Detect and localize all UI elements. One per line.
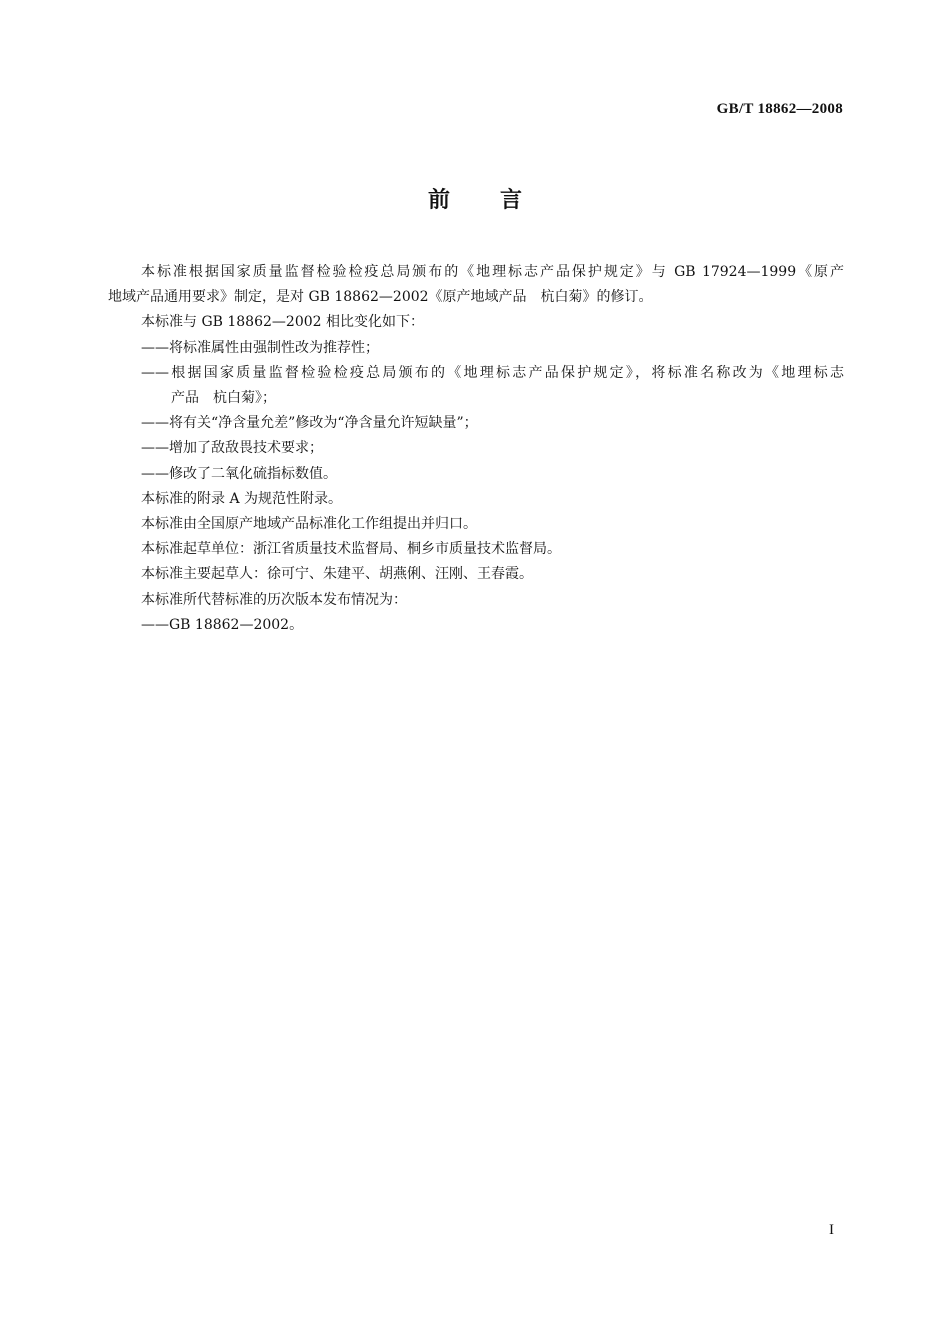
paragraph-annex: 本标准的附录 A 为规范性附录。 xyxy=(141,490,343,507)
standard-number: GB/T 18862—2008 xyxy=(716,101,843,117)
page-title xyxy=(0,183,950,214)
page-number: I xyxy=(829,1222,834,1238)
paragraph-proposer: 本标准由全国原产地域产品标准化工作组提出并归口。 xyxy=(141,516,477,533)
change-item-2-line-2: 产品 杭白菊》； xyxy=(171,390,276,407)
title-char-1: 前 xyxy=(427,188,450,213)
paragraph-basis-line-2: 地域产品通用要求》制定，是对 GB 18862—2002《原产地域产品 杭白菊》的修订。 xyxy=(108,289,653,306)
paragraph-drafters: 本标准主要起草人：徐可宁、朱建平、胡燕俐、汪刚、王春霞。 xyxy=(141,566,533,583)
change-item-2-line-1: ——根据国家质量监督检验检疫总局颁布的《地理标志产品保护规定》，将标准名称改为《地理标志 xyxy=(141,364,844,381)
change-item-3: ——将有关“净含量允差”修改为“净含量允许短缺量”； xyxy=(141,415,478,432)
paragraph-history-intro: 本标准所代替标准的历次版本发布情况为： xyxy=(141,591,407,608)
paragraph-basis-line-1: 本标准根据国家质量监督检验检疫总局颁布的《地理标志产品保护规定》与 GB 17924—1999《原产 xyxy=(141,264,844,280)
title-char-2: 言 xyxy=(500,188,523,213)
change-item-1: ——将标准属性由强制性改为推荐性； xyxy=(141,339,379,356)
change-item-4: ——增加了敌敌畏技术要求； xyxy=(141,440,323,457)
change-item-5: ——修改了二氧化硫指标数值。 xyxy=(141,465,337,482)
paragraph-drafting-units: 本标准起草单位：浙江省质量技术监督局、桐乡市质量技术监督局。 xyxy=(141,541,561,558)
foreword-body xyxy=(108,260,844,638)
paragraph-changes-intro: 本标准与 GB 18862—2002 相比变化如下： xyxy=(141,314,424,331)
history-item-1: ——GB 18862—2002。 xyxy=(141,616,304,633)
